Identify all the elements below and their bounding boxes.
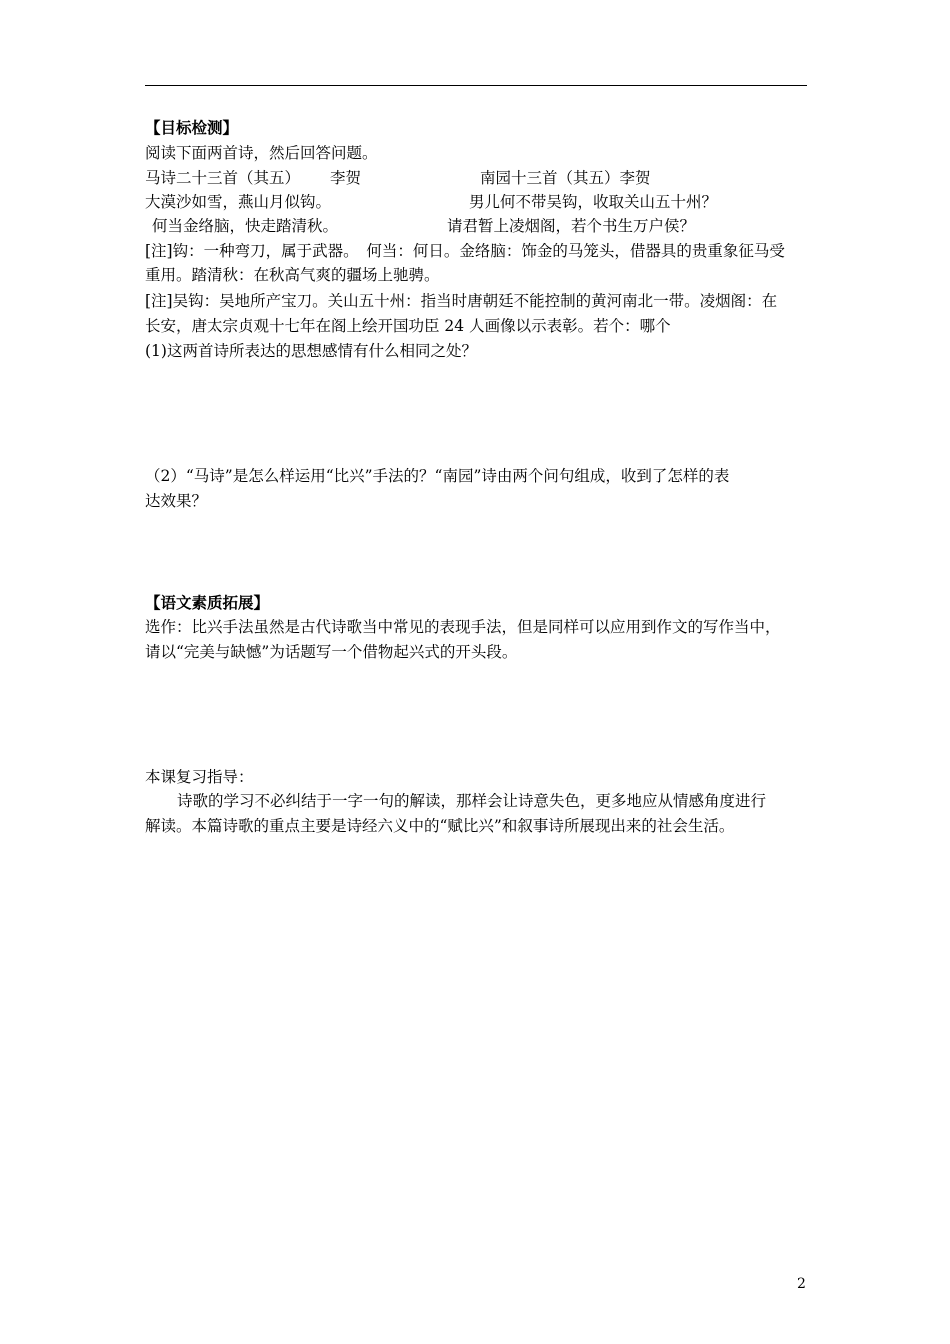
question-2-line2: 达效果？	[145, 492, 208, 510]
poem1-title: 马诗二十三首（其五）	[145, 169, 301, 187]
review-title: 本课复习指导：	[145, 768, 254, 786]
section-heading-target-test: 【目标检测】	[145, 118, 239, 137]
poem1-author: 李贺	[330, 169, 362, 187]
note2-line1: [注]吴钩：吴地所产宝刀。关山五十州：指当时唐朝廷不能控制的黄河南北一带。凌烟阁：在	[145, 292, 778, 310]
note2-line2: 长安，唐太宗贞观十七年在阁上绘开国功臣 24 人画像以示表彰。若个：哪个	[145, 317, 671, 335]
header-rule	[145, 85, 807, 86]
note1-line2: 重用。踏清秋：在秋高气爽的疆场上驰骋。	[145, 266, 440, 284]
poem1-line1: 大漠沙如雪，燕山月似钩。	[145, 193, 332, 211]
section-heading-literacy-extension: 【语文素质拓展】	[145, 593, 270, 612]
instruction-text: 阅读下面两首诗，然后回答问题。	[145, 144, 378, 162]
question-1: (1)这两首诗所表达的思想感情有什么相同之处？	[145, 342, 477, 360]
poem1-line2: 何当金络脑，快走踏清秋。	[152, 217, 339, 235]
question-2-line1: （2）“马诗”是怎么样运用“比兴”手法的？“南园”诗由两个问句组成，收到了怎样的表	[145, 467, 730, 485]
review-line1: 诗歌的学习不必纠结于一字一句的解读，那样会让诗意失色，更多地应从情感角度进行	[177, 792, 767, 810]
note1-line1: [注]钩：一种弯刀，属于武器。 何当：何日。金络脑：饰金的马笼头，借器具的贵重象征马受	[145, 242, 785, 260]
review-line2: 解读。本篇诗歌的重点主要是诗经六义中的“赋比兴”和叙事诗所展现出来的社会生活。	[145, 817, 735, 835]
extension-line1: 选作：比兴手法虽然是古代诗歌当中常见的表现手法，但是同样可以应用到作文的写作当中，	[145, 618, 781, 636]
extension-line2: 请以“完美与缺憾”为话题写一个借物起兴式的开头段。	[145, 643, 518, 661]
poem2-title: 南园十三首（其五）李贺	[480, 169, 651, 187]
poem2-line1: 男儿何不带吴钩，收取关山五十州？	[469, 193, 718, 211]
poem2-line2: 请君暂上凌烟阁，若个书生万户侯？	[447, 217, 696, 235]
page-number: 2	[797, 1276, 806, 1292]
